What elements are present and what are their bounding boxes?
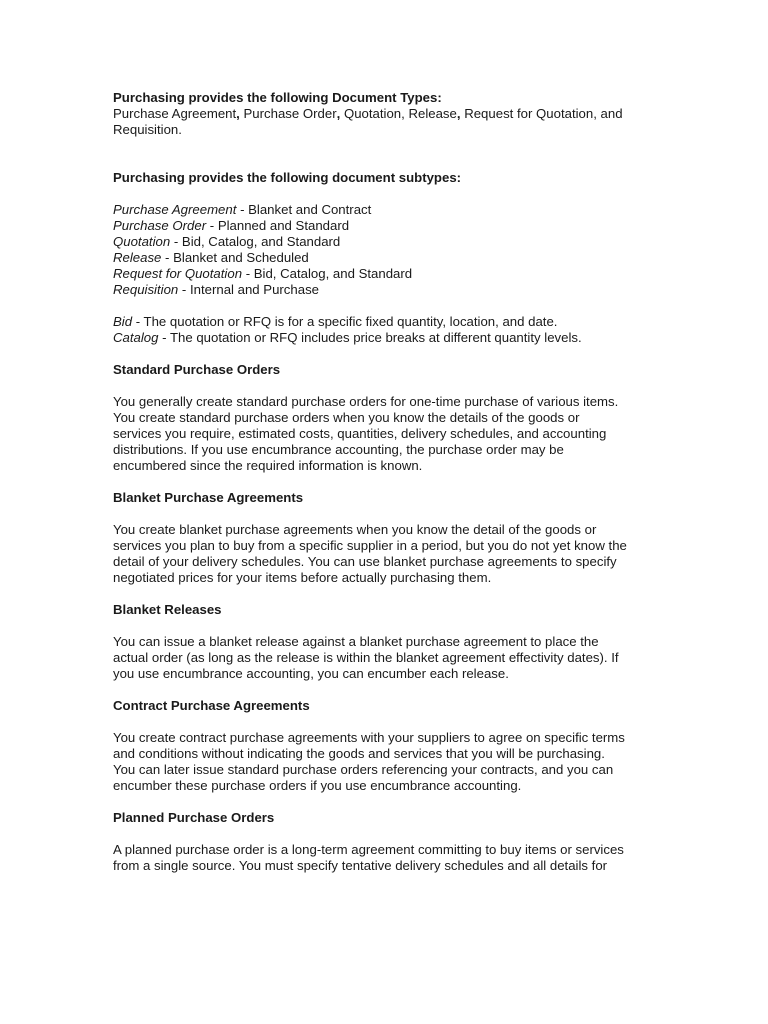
section-title-standard-purchase-orders: Standard Purchase Orders bbox=[113, 362, 281, 377]
paragraph-line: services you require, estimated costs, quantities, delivery schedules, and accounting bbox=[113, 426, 607, 441]
section-body bbox=[113, 522, 673, 586]
section-body bbox=[113, 394, 673, 474]
subtype-term: Request for Quotation bbox=[113, 266, 243, 281]
definition-desc: - The quotation or RFQ includes price breaks at different quantity levels. bbox=[158, 330, 582, 345]
type-joiner: , and bbox=[593, 106, 623, 121]
paragraph-line: negotiated prices for your items before actually purchasing them. bbox=[113, 570, 492, 585]
paragraph-line: You create contract purchase agreements with your suppliers to agree on specific terms bbox=[113, 730, 625, 745]
paragraph-line: encumber these purchase orders if you use encumbrance accounting. bbox=[113, 778, 522, 793]
subtype-term: Purchase Agreement bbox=[113, 202, 237, 217]
subtype-desc: - Blanket and Contract bbox=[236, 202, 372, 217]
paragraph-line: You generally create standard purchase orders for one-time purchase of various items. bbox=[113, 394, 619, 409]
type-request-for-quotation: Request for Quotation bbox=[464, 106, 594, 121]
subtype-item bbox=[113, 250, 673, 266]
subtype-desc: - Blanket and Scheduled bbox=[161, 250, 309, 265]
type-requisition: Requisition. bbox=[113, 122, 182, 137]
document-types-list bbox=[113, 106, 673, 122]
paragraph-line: from a single source. You must specify tentative delivery schedules and all details for bbox=[113, 858, 608, 873]
subtype-item bbox=[113, 282, 673, 298]
paragraph-line: services you plan to buy from a specific supplier in a period, but you do not yet know the bbox=[113, 538, 627, 553]
paragraph-line: You can later issue standard purchase orders referencing your contracts, and you can bbox=[113, 762, 614, 777]
section-body bbox=[113, 730, 673, 794]
definition-item bbox=[113, 330, 673, 346]
document-types-heading: Purchasing provides the following Document Types: bbox=[113, 90, 442, 105]
paragraph-line: A planned purchase order is a long-term agreement committing to buy items or services bbox=[113, 842, 624, 857]
definitions-list bbox=[113, 314, 673, 346]
subtype-desc: - Bid, Catalog, and Standard bbox=[242, 266, 413, 281]
subtype-item bbox=[113, 218, 673, 234]
paragraph-line: You can issue a blanket release against a blanket purchase agreement to place the bbox=[113, 634, 599, 649]
subtype-item bbox=[113, 202, 673, 218]
subtype-item bbox=[113, 266, 673, 282]
subtype-desc: - Planned and Standard bbox=[206, 218, 350, 233]
paragraph-line: distributions. If you use encumbrance accounting, the purchase order may be bbox=[113, 442, 564, 457]
type-quotation: Quotation bbox=[343, 106, 402, 121]
type-separator: , bbox=[336, 106, 341, 121]
subtype-term: Purchase Order bbox=[113, 218, 207, 233]
type-separator: , bbox=[401, 106, 405, 121]
paragraph-line: you use encumbrance accounting, you can encumber each release. bbox=[113, 666, 509, 681]
document-page bbox=[113, 90, 673, 874]
subtypes-list bbox=[113, 202, 673, 298]
type-release: Release bbox=[408, 106, 457, 121]
definition-desc: - The quotation or RFQ is for a specific fixed quantity, location, and date. bbox=[132, 314, 558, 329]
subtype-term: Quotation bbox=[113, 234, 171, 249]
paragraph-line: detail of your delivery schedules. You can use blanket purchase agreements to specify bbox=[113, 554, 617, 569]
type-purchase-order: Purchase Order bbox=[243, 106, 337, 121]
section-title-planned-purchase-orders: Planned Purchase Orders bbox=[113, 810, 275, 825]
paragraph-line: encumbered since the required information is known. bbox=[113, 458, 423, 473]
definition-term: Catalog bbox=[113, 330, 159, 345]
type-separator: , bbox=[456, 106, 461, 121]
subtype-term: Requisition bbox=[113, 282, 179, 297]
section-title-blanket-releases: Blanket Releases bbox=[113, 602, 222, 617]
section-body bbox=[113, 842, 673, 874]
section-title-blanket-purchase-agreements: Blanket Purchase Agreements bbox=[113, 490, 304, 505]
subtype-desc: - Internal and Purchase bbox=[178, 282, 319, 297]
paragraph-line: You create standard purchase orders when you know the details of the goods or bbox=[113, 410, 580, 425]
subtype-item bbox=[113, 234, 673, 250]
subtype-term: Release bbox=[113, 250, 162, 265]
section-body bbox=[113, 634, 673, 682]
type-separator: , bbox=[236, 106, 240, 121]
definition-item bbox=[113, 314, 673, 330]
paragraph-line: actual order (as long as the release is within the blanket agreement effectivity dates). If bbox=[113, 650, 619, 665]
paragraph-line: You create blanket purchase agreements when you know the detail of the goods or bbox=[113, 522, 597, 537]
paragraph-line: and conditions without indicating the goods and services that you will be purchasing. bbox=[113, 746, 605, 761]
type-purchase-agreement: Purchase Agreement bbox=[113, 106, 237, 121]
section-title-contract-purchase-agreements: Contract Purchase Agreements bbox=[113, 698, 310, 713]
document-subtypes-heading: Purchasing provides the following document subtypes: bbox=[113, 170, 462, 185]
subtype-desc: - Bid, Catalog, and Standard bbox=[170, 234, 341, 249]
definition-term: Bid bbox=[113, 314, 133, 329]
